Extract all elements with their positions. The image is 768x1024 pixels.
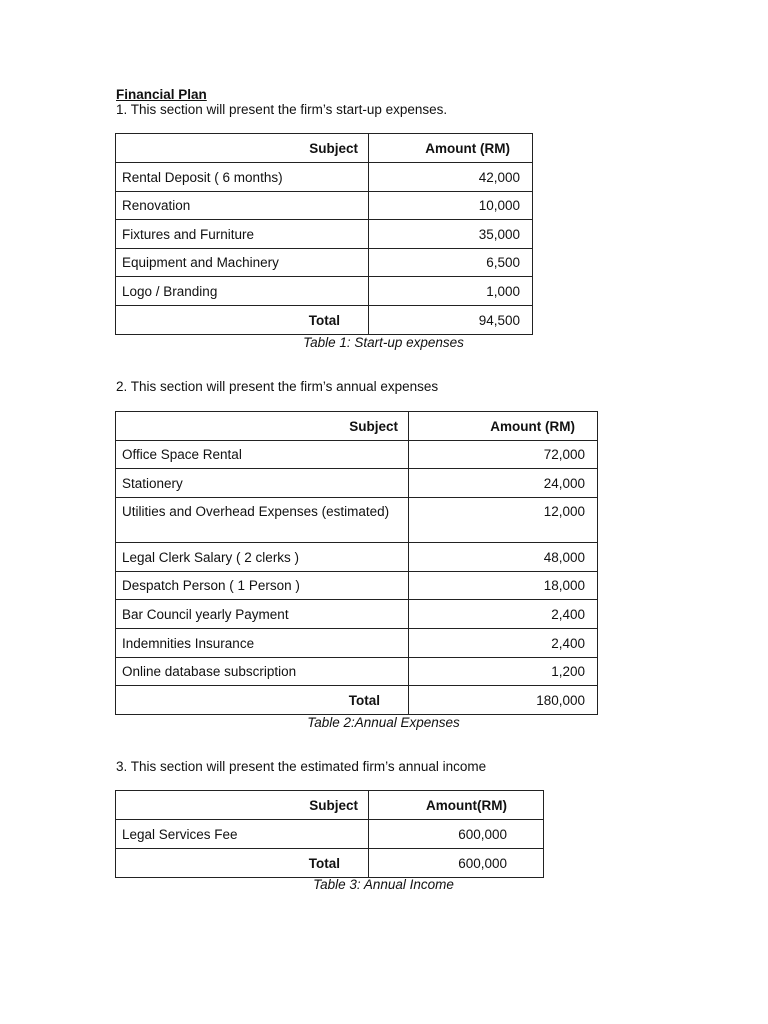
row-subject: Bar Council yearly Payment <box>116 600 409 629</box>
table-row <box>116 192 533 220</box>
table-2-caption: Table 2:Annual Expenses <box>307 715 460 730</box>
row-subject: Office Space Rental <box>116 441 409 469</box>
table-row <box>116 498 598 543</box>
table-row <box>116 441 598 469</box>
document-heading: Financial Plan <box>116 87 207 102</box>
row-subject: Renovation <box>116 192 369 220</box>
row-amount: 1,000 <box>369 277 533 306</box>
row-amount: 10,000 <box>369 192 533 220</box>
total-row <box>116 849 544 878</box>
total-row <box>116 306 533 335</box>
row-subject: Indemnities Insurance <box>116 629 409 658</box>
section-3-intro: 3. This section will present the estimated firm’s annual income <box>116 759 487 774</box>
row-subject: Online database subscription <box>116 658 409 686</box>
table-3-caption: Table 3: Annual Income <box>313 877 454 892</box>
row-amount: 1,200 <box>409 658 598 686</box>
row-amount: 2,400 <box>409 600 598 629</box>
total-amount: 180,000 <box>409 686 598 715</box>
row-amount: 35,000 <box>369 220 533 249</box>
subject-header: Subject <box>116 134 369 163</box>
total-amount: 94,500 <box>369 306 533 335</box>
amount-header: Amount (RM) <box>409 412 598 441</box>
row-subject: Despatch Person ( 1 Person ) <box>116 572 409 600</box>
table-1-caption: Table 1: Start-up expenses <box>303 335 464 350</box>
row-subject: Utilities and Overhead Expenses (estimated) <box>116 498 409 543</box>
row-subject: Equipment and Machinery <box>116 249 369 277</box>
row-amount: 42,000 <box>369 163 533 192</box>
row-amount: 600,000 <box>369 820 544 849</box>
row-subject: Stationery <box>116 469 409 498</box>
amount-header: Amount(RM) <box>369 791 544 820</box>
table-row <box>116 469 598 498</box>
table-row <box>116 220 533 249</box>
startup-expenses-table <box>115 133 533 335</box>
table-header-row <box>116 412 598 441</box>
table-row <box>116 658 598 686</box>
row-amount: 12,000 <box>409 498 598 543</box>
row-amount: 18,000 <box>409 572 598 600</box>
total-label: Total <box>116 686 409 715</box>
row-amount: 72,000 <box>409 441 598 469</box>
table-row <box>116 249 533 277</box>
total-row <box>116 686 598 715</box>
table-header-row <box>116 134 533 163</box>
row-amount: 48,000 <box>409 543 598 572</box>
total-amount: 600,000 <box>369 849 544 878</box>
section-2-intro: 2. This section will present the firm’s annual expenses <box>116 379 439 394</box>
table-row <box>116 543 598 572</box>
row-amount: 6,500 <box>369 249 533 277</box>
table-row <box>116 600 598 629</box>
table-row <box>116 820 544 849</box>
table-header-row <box>116 791 544 820</box>
annual-income-table <box>115 790 544 878</box>
table-row <box>116 572 598 600</box>
section-1-intro: 1. This section will present the firm’s start-up expenses. <box>116 102 448 117</box>
row-subject: Fixtures and Furniture <box>116 220 369 249</box>
table-row <box>116 277 533 306</box>
row-amount: 2,400 <box>409 629 598 658</box>
amount-header: Amount (RM) <box>369 134 533 163</box>
row-subject: Legal Services Fee <box>116 820 369 849</box>
row-subject: Logo / Branding <box>116 277 369 306</box>
total-label: Total <box>116 849 369 878</box>
annual-expenses-table <box>115 411 598 715</box>
table-row <box>116 629 598 658</box>
subject-header: Subject <box>116 412 409 441</box>
total-label: Total <box>116 306 369 335</box>
table-row <box>116 163 533 192</box>
row-subject: Rental Deposit ( 6 months) <box>116 163 369 192</box>
row-subject: Legal Clerk Salary ( 2 clerks ) <box>116 543 409 572</box>
subject-header: Subject <box>116 791 369 820</box>
row-amount: 24,000 <box>409 469 598 498</box>
